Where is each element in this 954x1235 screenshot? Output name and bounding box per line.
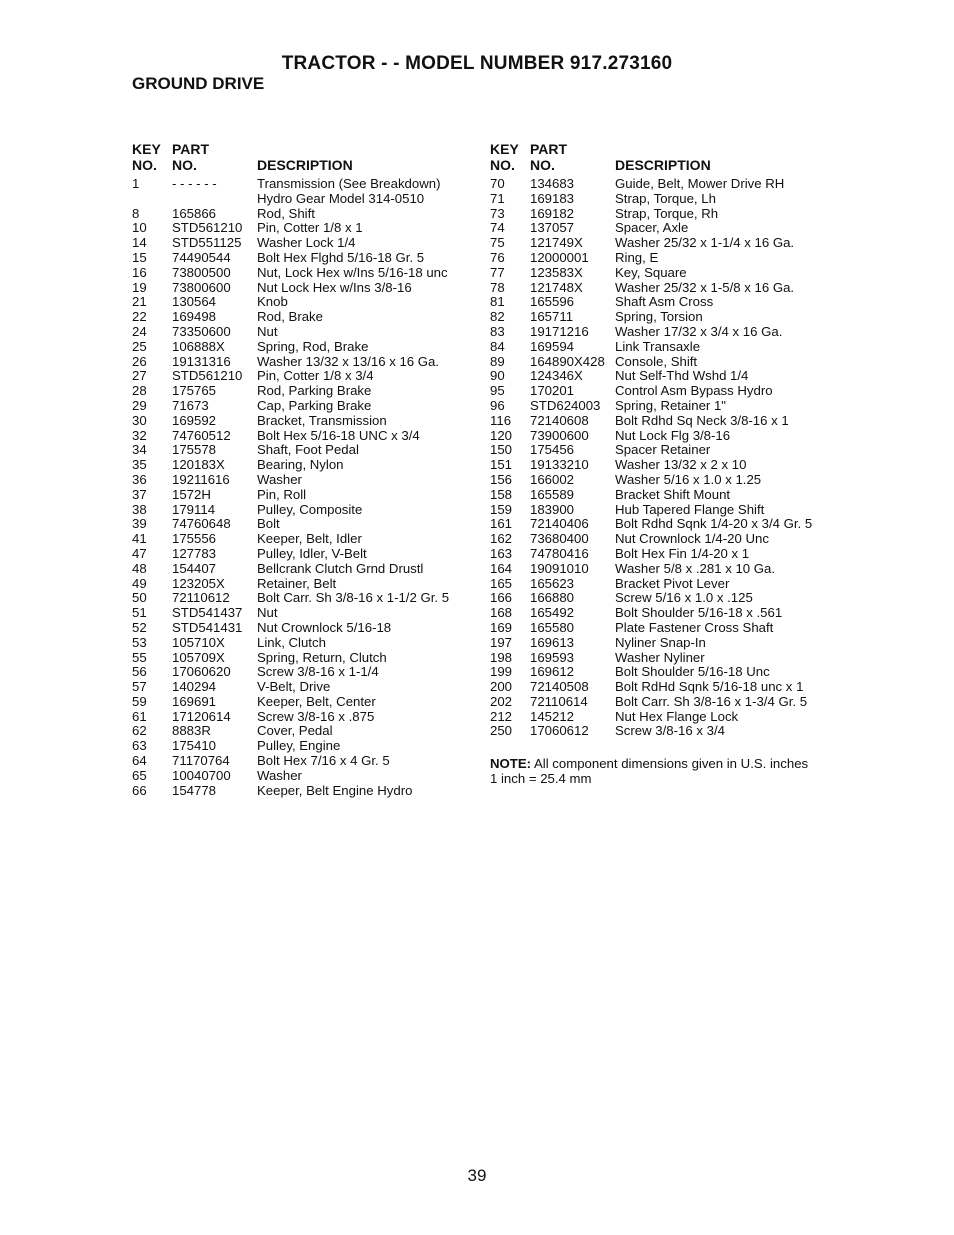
part-description: Pin, Roll (257, 486, 307, 502)
part-description: Washer 13/32 x 2 x 10 (615, 457, 747, 473)
key-number: 47 (132, 545, 147, 561)
part-description: Bolt Rdhd Sqnk 1/4-20 x 3/4 Gr. 5 (615, 516, 813, 532)
part-description: V-Belt, Drive (257, 679, 331, 695)
part-description: Rod, Shift (257, 205, 315, 221)
key-number: 162 (490, 531, 513, 547)
part-number: 106888X (172, 338, 225, 354)
header-key-no: NO. (132, 157, 157, 173)
key-number: 78 (490, 279, 505, 295)
part-description: Nyliner Snap-In (615, 634, 706, 650)
key-number: 48 (132, 560, 147, 576)
key-number: 28 (132, 383, 147, 399)
part-number: 105710X (172, 634, 225, 650)
part-description: Shaft Asm Cross (615, 294, 714, 310)
part-number: 73350600 (172, 323, 231, 339)
part-description: Bellcrank Clutch Grnd Drustl (257, 560, 424, 576)
part-number: 17060620 (172, 664, 231, 680)
key-number: 35 (132, 457, 147, 473)
part-description: Pin, Cotter 1/8 x 3/4 (257, 368, 374, 384)
header-description: DESCRIPTION (257, 157, 353, 173)
key-number: 120 (490, 427, 513, 443)
part-number: 154778 (172, 782, 217, 798)
part-description: Pulley, Composite (257, 501, 363, 517)
part-number: 169613 (530, 634, 575, 650)
key-number: 71 (490, 190, 505, 206)
part-description: Plate Fastener Cross Shaft (615, 619, 774, 635)
part-number: 121748X (530, 279, 583, 295)
part-number: 19211616 (172, 471, 230, 487)
part-number: 10040700 (172, 767, 231, 783)
part-description: Washer Nyliner (615, 649, 705, 665)
part-description: Guide, Belt, Mower Drive RH (615, 176, 785, 191)
part-number: 169183 (530, 190, 575, 206)
part-number: 169498 (172, 309, 217, 325)
key-number: 49 (132, 575, 147, 591)
part-number: 71673 (172, 397, 209, 413)
part-description: Bracket, Transmission (257, 412, 387, 428)
part-description: Link Transaxle (615, 338, 701, 354)
key-number: 74 (490, 220, 505, 236)
part-number: 175410 (172, 738, 217, 754)
part-description: Link, Clutch (257, 634, 326, 650)
page-title: TRACTOR - - MODEL NUMBER 917.273160 (281, 53, 673, 74)
key-number: 61 (132, 708, 147, 724)
part-description: Screw 3/8-16 x 1-1/4 (257, 664, 379, 680)
part-description: Bolt Rdhd Sq Neck 3/8-16 x 1 (615, 412, 789, 428)
part-description: Spacer, Axle (615, 220, 689, 236)
part-number: 166002 (530, 471, 575, 487)
part-description: Nut, Lock Hex w/Ins 5/16-18 unc (257, 264, 448, 280)
part-number: 169592 (172, 412, 217, 428)
key-number: 197 (490, 634, 513, 650)
key-number: 10 (132, 220, 147, 236)
part-number: STD561210 (172, 368, 243, 384)
part-number: STD561210 (172, 220, 243, 236)
part-description: Knob (257, 294, 288, 310)
part-description: Transmission (See Breakdown) (257, 176, 441, 191)
part-description: Washer 25/32 x 1-1/4 x 16 Ga. (615, 235, 795, 251)
key-number: 26 (132, 353, 147, 369)
part-number: 12000001 (530, 249, 589, 265)
part-number: - - - - - - (172, 176, 217, 191)
key-number: 151 (490, 457, 513, 473)
part-description: Strap, Torque, Lh (615, 190, 716, 206)
part-description: Bolt Hex Fin 1/4-20 x 1 (615, 545, 750, 561)
part-number: 166880 (530, 590, 575, 606)
key-number: 38 (132, 501, 147, 517)
part-number: 71170764 (172, 753, 230, 769)
part-number: 73800600 (172, 279, 231, 295)
part-description: Retainer, Belt (257, 575, 337, 591)
part-description: Nut Lock Hex w/Ins 3/8-16 (257, 279, 412, 295)
key-number: 198 (490, 649, 513, 665)
key-number: 168 (490, 605, 513, 621)
part-description: Washer (257, 767, 302, 783)
part-description: Washer 13/32 x 13/16 x 16 Ga. (257, 353, 440, 369)
key-number: 36 (132, 471, 147, 487)
key-number: 81 (490, 294, 505, 310)
key-number: 90 (490, 368, 505, 384)
part-number: 175556 (172, 531, 217, 547)
part-description: Bolt Hex 5/16-18 UNC x 3/4 (257, 427, 420, 443)
key-number: 95 (490, 383, 505, 399)
part-number: 169612 (530, 664, 575, 680)
key-number: 212 (490, 708, 513, 724)
note-text: All component dimensions given in U.S. inches (531, 756, 809, 771)
part-description: Screw 5/16 x 1.0 x .125 (615, 590, 753, 606)
part-number: 74760512 (172, 427, 231, 443)
part-description: Bolt Hex Flghd 5/16-18 Gr. 5 (257, 249, 425, 265)
part-description: Screw 3/8-16 x .875 (257, 708, 375, 724)
key-number: 159 (490, 501, 513, 517)
part-description: Washer 25/32 x 1-5/8 x 16 Ga. (615, 279, 795, 295)
key-number: 56 (132, 664, 147, 680)
part-number: 19131316 (172, 353, 231, 369)
key-number: 32 (132, 427, 147, 443)
part-description: Spring, Retainer 1" (615, 397, 726, 413)
part-number: 145212 (530, 708, 575, 724)
part-description: Spring, Return, Clutch (257, 649, 387, 665)
part-description: Ring, E (615, 249, 659, 265)
part-number: 165623 (530, 575, 575, 591)
part-description: Bolt Carr. Sh 3/8-16 x 1-1/2 Gr. 5 (257, 590, 450, 606)
note-conversion: 1 inch = 25.4 mm (490, 771, 592, 786)
part-number: STD551125 (172, 235, 242, 251)
part-number: 165866 (172, 205, 217, 221)
key-number: 39 (132, 516, 147, 532)
key-number: 83 (490, 323, 505, 339)
key-number: 57 (132, 679, 147, 695)
part-description: Keeper, Belt, Idler (257, 531, 362, 547)
section-title: GROUND DRIVE (132, 74, 265, 93)
part-number: 127783 (172, 545, 217, 561)
part-description: Washer 5/16 x 1.0 x 1.25 (615, 471, 762, 487)
header-part: PART (172, 141, 210, 157)
part-number: 124346X (530, 368, 583, 384)
part-number: 134683 (530, 176, 575, 191)
key-number: 65 (132, 767, 147, 783)
part-description: Nut (257, 605, 278, 621)
key-number: 150 (490, 442, 513, 458)
part-description: Bolt RdHd Sqnk 5/16-18 unc x 1 (615, 679, 804, 695)
part-description: Pulley, Idler, V-Belt (257, 545, 367, 561)
key-number: 250 (490, 723, 513, 739)
part-number: 179114 (172, 501, 216, 517)
header-part-no: NO. (530, 157, 555, 173)
part-number: 72140608 (530, 412, 589, 428)
key-number: 50 (132, 590, 147, 606)
part-description: Bearing, Nylon (257, 457, 344, 473)
key-number: 163 (490, 545, 513, 561)
part-number: 73800500 (172, 264, 231, 280)
part-number: 73680400 (530, 531, 589, 547)
key-number: 25 (132, 338, 147, 354)
part-description: Washer Lock 1/4 (257, 235, 356, 251)
key-number: 89 (490, 353, 505, 369)
part-description: Washer 5/8 x .281 x 10 Ga. (615, 560, 776, 576)
key-number: 59 (132, 693, 147, 709)
key-number: 21 (132, 294, 147, 310)
key-number: 116 (490, 412, 512, 428)
part-description: Washer (257, 471, 302, 487)
key-number: 53 (132, 634, 147, 650)
part-number: 120183X (172, 457, 225, 473)
key-number: 199 (490, 664, 513, 680)
key-number: 15 (132, 249, 147, 265)
key-number: 16 (132, 264, 147, 280)
note-label: NOTE: (490, 756, 532, 771)
key-number: 75 (490, 235, 505, 251)
part-number: 8883R (172, 723, 211, 739)
part-description: Nut Self-Thd Wshd 1/4 (615, 368, 749, 384)
key-number: 158 (490, 486, 513, 502)
key-number: 84 (490, 338, 505, 354)
part-number: STD541431 (172, 619, 243, 635)
part-description: Washer 17/32 x 3/4 x 16 Ga. (615, 323, 783, 339)
part-description: Keeper, Belt Engine Hydro (257, 782, 413, 798)
part-number: 137057 (530, 220, 575, 236)
key-number: 62 (132, 723, 147, 739)
header-key: KEY (132, 141, 161, 157)
part-number: 17120614 (172, 708, 231, 724)
part-description: Nut Lock Flg 3/8-16 (615, 427, 731, 443)
key-number: 29 (132, 397, 147, 413)
part-description: Hydro Gear Model 314-0510 (257, 190, 425, 206)
key-number: 70 (490, 176, 505, 191)
page-number: 39 (467, 1166, 487, 1185)
part-number: 123583X (530, 264, 583, 280)
key-number: 51 (132, 605, 147, 621)
key-number: 96 (490, 397, 505, 413)
part-number: 169594 (530, 338, 575, 354)
part-number: 72140508 (530, 679, 589, 695)
part-number: 19091010 (530, 560, 589, 576)
key-number: 1 (132, 176, 140, 191)
key-number: 165 (490, 575, 513, 591)
key-number: 27 (132, 368, 147, 384)
key-number: 34 (132, 442, 147, 458)
part-number: 165711 (530, 309, 574, 325)
key-number: 55 (132, 649, 147, 665)
part-number: 165580 (530, 619, 575, 635)
key-number: 24 (132, 323, 147, 339)
key-number: 82 (490, 309, 505, 325)
part-number: 19171216 (530, 323, 589, 339)
part-number: 73900600 (530, 427, 589, 443)
part-description: Control Asm Bypass Hydro (615, 383, 773, 399)
part-description: Spring, Rod, Brake (257, 338, 369, 354)
part-description: Console, Shift (615, 353, 698, 369)
part-description: Nut Crownlock 5/16-18 (257, 619, 392, 635)
part-description: Bracket Shift Mount (615, 486, 731, 502)
part-description: Rod, Brake (257, 309, 323, 325)
key-number: 37 (132, 486, 147, 502)
key-number: 161 (490, 516, 513, 532)
part-number: 1572H (172, 486, 211, 502)
header-key-no: NO. (490, 157, 515, 173)
part-number: 105709X (172, 649, 225, 665)
part-number: 175456 (530, 442, 575, 458)
part-number: 72140406 (530, 516, 589, 532)
part-description: Bolt Shoulder 5/16-18 x .561 (615, 605, 783, 621)
part-number: 154407 (172, 560, 217, 576)
part-number: 121749X (530, 235, 583, 251)
part-number: 169691 (172, 693, 217, 709)
part-description: Pulley, Engine (257, 738, 341, 754)
part-description: Strap, Torque, Rh (615, 205, 719, 221)
part-number: 169593 (530, 649, 575, 665)
key-number: 156 (490, 471, 513, 487)
part-number: 72110614 (530, 693, 588, 709)
part-description: Cap, Parking Brake (257, 397, 372, 413)
part-number: 183900 (530, 501, 575, 517)
key-number: 14 (132, 235, 147, 251)
part-number: 123205X (172, 575, 225, 591)
part-description: Keeper, Belt, Center (257, 693, 376, 709)
header-key: KEY (490, 141, 519, 157)
key-number: 166 (490, 590, 513, 606)
key-number: 202 (490, 693, 513, 709)
key-number: 73 (490, 205, 505, 221)
part-description: Rod, Parking Brake (257, 383, 372, 399)
part-number: 165492 (530, 605, 575, 621)
part-description: Bracket Pivot Lever (615, 575, 730, 591)
part-description: Nut Hex Flange Lock (615, 708, 739, 724)
part-number: 175578 (172, 442, 217, 458)
key-number: 22 (132, 309, 147, 325)
key-number: 63 (132, 738, 147, 754)
part-number: 72110612 (172, 590, 230, 606)
header-part-no: NO. (172, 157, 197, 173)
part-description: Key, Square (615, 264, 687, 280)
part-description: Hub Tapered Flange Shift (615, 501, 765, 517)
part-number: 74490544 (172, 249, 231, 265)
part-description: Nut Crownlock 1/4-20 Unc (615, 531, 769, 547)
key-number: 66 (132, 782, 147, 798)
part-number: STD624003 (530, 397, 601, 413)
header-part: PART (530, 141, 568, 157)
part-number: 140294 (172, 679, 217, 695)
dimension-note (490, 756, 808, 786)
part-number: 17060612 (530, 723, 589, 739)
key-number: 19 (132, 279, 147, 295)
key-number: 30 (132, 412, 147, 428)
key-number: 200 (490, 679, 513, 695)
part-number: 169182 (530, 205, 575, 221)
key-number: 64 (132, 753, 147, 769)
part-number: 74780416 (530, 545, 589, 561)
part-number: 74760648 (172, 516, 231, 532)
key-number: 77 (490, 264, 505, 280)
part-number: 19133210 (530, 457, 589, 473)
header-description: DESCRIPTION (615, 157, 711, 173)
part-description: Spacer Retainer (615, 442, 711, 458)
part-number: 130564 (172, 294, 217, 310)
part-description: Bolt Shoulder 5/16-18 Unc (615, 664, 770, 680)
key-number: 52 (132, 619, 147, 635)
part-description: Screw 3/8-16 x 3/4 (615, 723, 725, 739)
key-number: 169 (490, 619, 513, 635)
part-description: Bolt (257, 516, 280, 532)
part-description: Bolt Carr. Sh 3/8-16 x 1-3/4 Gr. 5 (615, 693, 808, 709)
part-description: Shaft, Foot Pedal (257, 442, 359, 458)
part-number: 175765 (172, 383, 217, 399)
part-description: Pin, Cotter 1/8 x 1 (257, 220, 363, 236)
part-description: Cover, Pedal (257, 723, 333, 739)
part-number: 165596 (530, 294, 575, 310)
part-number: STD541437 (172, 605, 243, 621)
part-number: 165589 (530, 486, 575, 502)
part-description: Spring, Torsion (615, 309, 703, 325)
part-number: 170201 (530, 383, 575, 399)
part-description: Bolt Hex 7/16 x 4 Gr. 5 (257, 753, 390, 769)
key-number: 76 (490, 249, 505, 265)
key-number: 41 (132, 531, 147, 547)
key-number: 8 (132, 205, 140, 221)
part-description: Nut (257, 323, 278, 339)
key-number: 164 (490, 560, 513, 576)
part-number: 164890X428 (530, 353, 605, 369)
